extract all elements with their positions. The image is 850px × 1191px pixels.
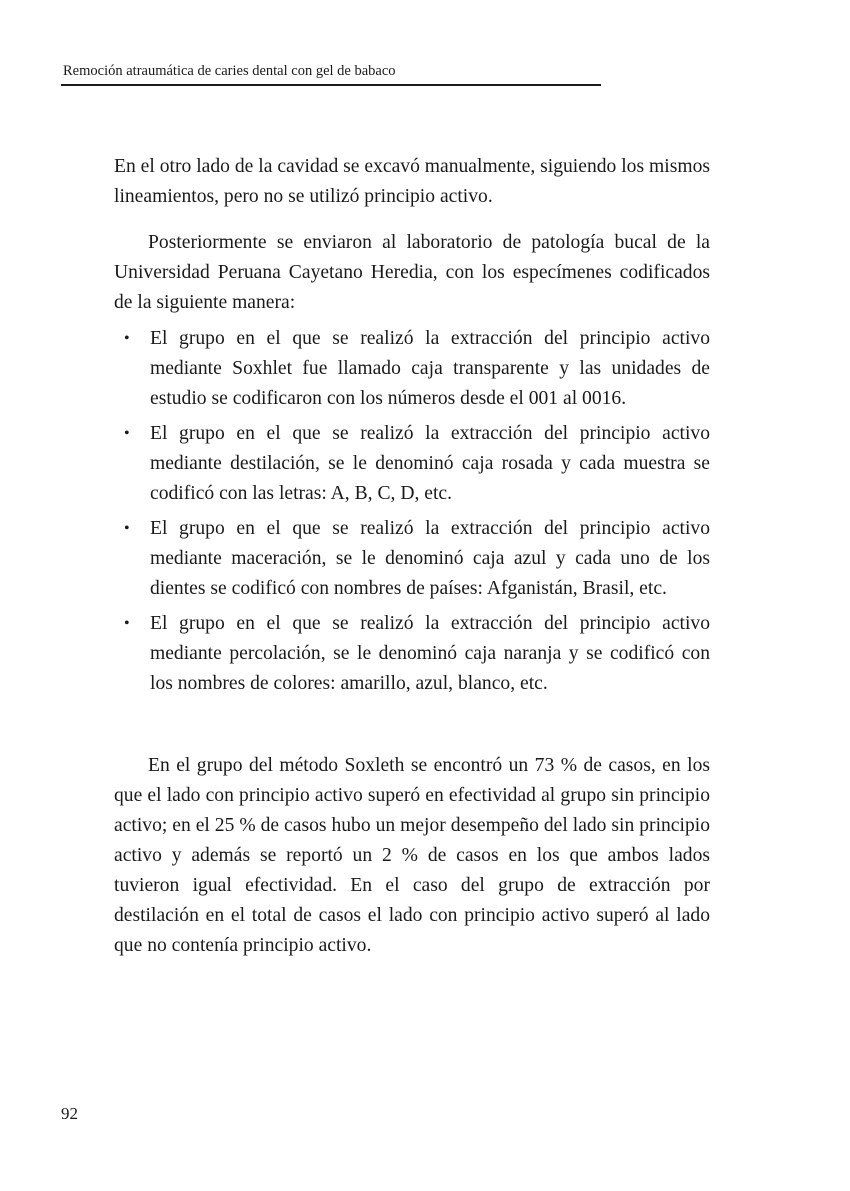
list-item-soxhlet: [114, 324, 710, 414]
bullet-icon: •: [124, 520, 130, 537]
specimen-coding-list: [114, 324, 710, 699]
list-item-text: El grupo en el que se realizó la extracción del principio activo mediante destilación, se le denominó caja rosada y cada muestra se codificó con las letras: A, B, C, D, etc.: [150, 423, 710, 504]
running-header-title: Remoción atraumática de caries dental con gel de babaco: [63, 63, 396, 79]
page-number: 92: [61, 1104, 78, 1123]
list-item-text: El grupo en el que se realizó la extracción del principio activo mediante Soxhlet fue llamado caja transparente y las unidades de estudio se codificaron con los números desde el 001 al 0016.: [150, 328, 710, 409]
body-text: [114, 152, 710, 961]
paragraph-3: En el grupo del método Soxleth se encontró un 73 % de casos, en los que el lado con principio activo superó en efectividad al grupo sin principio activo; en el 25 % de casos hubo un mejor desempeño del lado sin principio activo y además se reportó un 2 % de casos en los que ambos lados tuvieron igual efectividad. En el caso del grupo de extracción por destilación en el total de casos el lado con principio activo superó al lado que no contenía principio activo.: [114, 755, 710, 956]
bullet-icon: •: [124, 615, 130, 632]
list-item-text: El grupo en el que se realizó la extracción del principio activo mediante maceración, se le denominó caja azul y cada uno de los dientes se codificó con nombres de países: Afganistán, Brasil, etc.: [150, 518, 710, 599]
bullet-icon: •: [124, 425, 130, 442]
list-item-destilacion: [114, 419, 710, 509]
list-item-percolacion: [114, 609, 710, 699]
paragraph-1: En el otro lado de la cavidad se excavó manualmente, siguiendo los mismos lineamientos, pero no se utilizó principio activo.: [114, 156, 710, 207]
bullet-icon: •: [124, 330, 130, 347]
header-rule: [61, 84, 601, 86]
list-item-text: El grupo en el que se realizó la extracción del principio activo mediante percolación, se le denominó caja naranja y se codificó con los nombres de colores: amarillo, azul, blanco, etc.: [150, 613, 710, 694]
list-item-maceracion: [114, 514, 710, 604]
paragraph-2: Posteriormente se enviaron al laboratorio de patología bucal de la Universidad Peruana Cayetano Heredia, con los especímenes codificados de la siguiente manera:: [114, 232, 710, 313]
